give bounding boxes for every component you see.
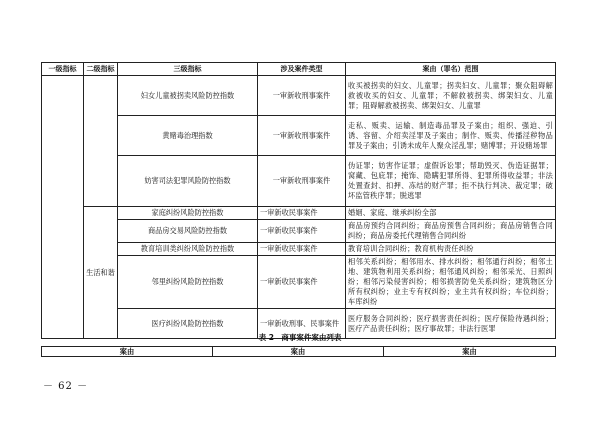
indicator-table — [41, 62, 556, 339]
case-type-cell: 一审新收刑事案件 — [258, 156, 346, 207]
header-level2: 二级指标 — [84, 63, 118, 76]
header-level3: 三级指标 — [118, 63, 258, 76]
table-caption: 表 2 商事案件案由列表 — [258, 333, 342, 342]
header-level1: 一级指标 — [42, 63, 84, 76]
scope-cell: 伪证罪；妨害作证罪；虚假诉讼罪；帮助毁灭、伪造证据罪；窝藏、包庇罪；掩饰、隐瞒犯罪所得、犯罪所得收益罪；非法处置查封、扣押、冻结的财产罪；拒不执行判决、裁定罪；破坏监管秩序罪；脱逃罪 — [346, 156, 556, 207]
table-row — [42, 243, 556, 256]
indicator-cell: 家庭纠纷风险防控指数 — [118, 207, 258, 220]
table-header-row — [42, 347, 556, 357]
scope-cell: 医疗服务合同纠纷；医疗损害责任纠纷；医疗保险待遇纠纷；医疗产品责任纠纷；医疗事故罪；非法行医罪 — [346, 309, 556, 339]
indicator-cell: 妇女儿童被拐卖风险防控指数 — [118, 76, 258, 116]
indicator-cell: 黄赌毒治理指数 — [118, 116, 258, 156]
page-number: － 62 － — [43, 381, 89, 392]
case-type-cell: 一审新收刑事案件 — [258, 116, 346, 156]
case-type-cell: 一审新收民事案件 — [258, 243, 346, 256]
case-type-cell: 一审新收刑事案件 — [258, 76, 346, 116]
header-cause-2: 案由 — [213, 347, 384, 357]
indicator-cell: 邻里纠纷风险防控指数 — [118, 256, 258, 309]
indicator-cell: 商品房交易风险防控指数 — [118, 220, 258, 243]
level2-cell-upper — [84, 76, 118, 207]
level2-group-label: 生活和谐 — [84, 207, 118, 339]
case-type-cell: 一审新收民事案件 — [258, 220, 346, 243]
header-scope: 案由（罪名）范围 — [346, 63, 556, 76]
scope-cell: 收买被拐卖的妇女、儿童罪；拐卖妇女、儿童罪；聚众阻碍解救被收买的妇女、儿童罪；不解救被拐卖、绑架妇女、儿童罪；阻碍解救被拐卖、绑架妇女、儿童罪 — [346, 76, 556, 116]
commercial-case-table — [41, 346, 556, 357]
scope-cell: 教育培训合同纠纷；教育机构责任纠纷 — [346, 243, 556, 256]
case-type-cell: 一审新收刑事、民事案件 — [258, 309, 346, 339]
scope-cell: 婚姻、家庭、继承纠纷全部 — [346, 207, 556, 220]
header-cause-3: 案由 — [384, 347, 556, 357]
case-type-cell: 一审新收民事案件 — [258, 207, 346, 220]
header-cause-1: 案由 — [42, 347, 213, 357]
indicator-cell: 医疗纠纷风险防控指数 — [118, 309, 258, 339]
table-row — [42, 116, 556, 156]
table-row — [42, 220, 556, 243]
table-header-row — [42, 63, 556, 76]
header-case-type: 涉及案件类型 — [258, 63, 346, 76]
indicator-cell: 妨害司法犯罪风险防控指数 — [118, 156, 258, 207]
case-type-cell: 一审新收民事案件 — [258, 256, 346, 309]
table-row — [42, 256, 556, 309]
table-row — [42, 207, 556, 220]
indicator-cell: 教育培训类纠纷风险防控指数 — [118, 243, 258, 256]
scope-cell: 商品房预约合同纠纷；商品房预售合同纠纷；商品房销售合同纠纷；商品房委托代理销售合同纠纷 — [346, 220, 556, 243]
scope-cell: 相邻关系纠纷；相邻用水、排水纠纷；相邻通行纠纷；相邻土地、建筑物利用关系纠纷；相邻通风纠纷；相邻采光、日照纠纷；相邻污染侵害纠纷；相邻损害防免关系纠纷；建筑物区分所有权纠纷；业主专有权纠纷；业主共有权纠纷；车位纠纷；车库纠纷 — [346, 256, 556, 309]
table-row — [42, 156, 556, 207]
level1-cell — [42, 76, 84, 339]
scope-cell: 走私、贩卖、运输、制造毒品罪及子案由；组织、强迫、引诱、容留、介绍卖淫罪及子案由；制作、贩卖、传播淫秽物品罪及子案由；引诱未成年人聚众淫乱罪；赌博罪；开设赌场罪 — [346, 116, 556, 156]
table-row — [42, 76, 556, 116]
